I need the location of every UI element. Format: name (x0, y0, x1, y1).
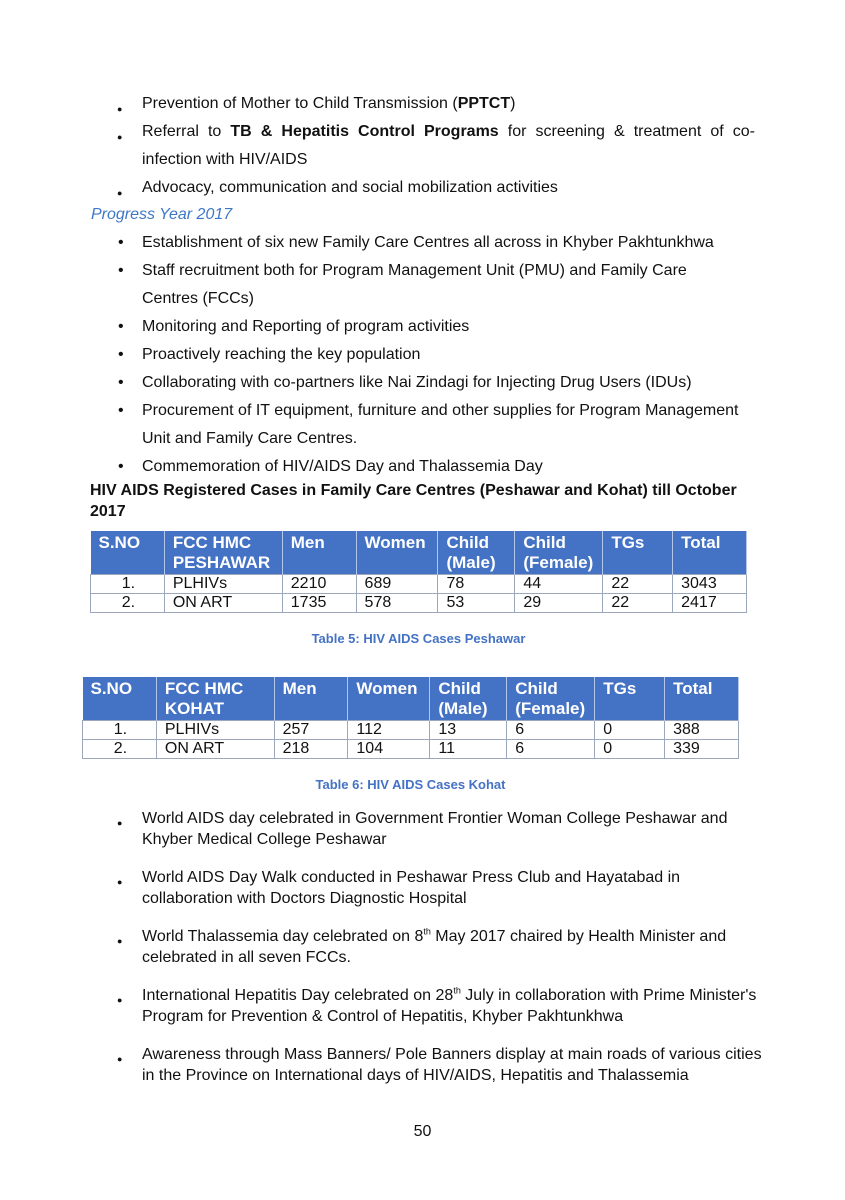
table-cell: 22 (603, 593, 673, 612)
services-list (90, 90, 755, 202)
col-header: Women (356, 531, 438, 574)
table-cell: 112 (348, 720, 430, 739)
col-header: S.NO (83, 677, 157, 720)
col-header: Child (Male) (438, 531, 515, 574)
table-cell: PLHIVs (156, 720, 274, 739)
table-cell: 104 (348, 739, 430, 758)
kohat-table (82, 677, 739, 759)
table-cell: 218 (274, 739, 348, 758)
table-cell: 53 (438, 593, 515, 612)
table-cell: 22 (603, 574, 673, 593)
table-row (83, 720, 739, 739)
table-cell: 11 (430, 739, 507, 758)
table-cell: PLHIVs (164, 574, 282, 593)
table-cell: 0 (595, 739, 665, 758)
peshawar-table (90, 531, 747, 613)
table-cell: 3043 (673, 574, 747, 593)
table-cell: 1735 (282, 593, 356, 612)
list-item: • Establishment of six new Family Care Centres all across in Khyber Pakhtunkhwa (90, 229, 755, 257)
col-header: Total (673, 531, 747, 574)
table-cell: 257 (274, 720, 348, 739)
list-item: • Staff recruitment both for Program Management Unit (PMU) and Family Care Centres (FCCs) (90, 257, 755, 313)
table-cell: 339 (665, 739, 739, 758)
page-number: 50 (413, 1123, 432, 1140)
table-cell: 44 (515, 574, 603, 593)
list-item: ● Awareness through Mass Banners/ Pole Banners display at main roads of various cities in the Province on International days of HIV/AIDS, Hepatitis and Thalassemia (90, 1044, 770, 1086)
list-item: ● Advocacy, communication and social mobilization activities (90, 174, 755, 202)
list-item: ● World Thalassemia day celebrated on 8th May 2017 chaired by Health Minister and celebrated in all seven FCCs. (90, 926, 770, 968)
table-cell: 6 (507, 739, 595, 758)
list-item: ● Prevention of Mother to Child Transmission (PPTCT) (90, 90, 755, 118)
table-header-row (83, 677, 739, 720)
table-cell: 2210 (282, 574, 356, 593)
col-header: Child (Male) (430, 677, 507, 720)
table-cell: 0 (595, 720, 665, 739)
col-header: S.NO (91, 531, 165, 574)
table-row (83, 739, 739, 758)
progress-list (90, 229, 755, 481)
list-item: • Collaborating with co-partners like Nai Zindagi for Injecting Drug Users (IDUs) (90, 369, 755, 397)
table-cell: 1. (83, 720, 157, 739)
table-cell: 689 (356, 574, 438, 593)
table-cell: 13 (430, 720, 507, 739)
table-row (91, 574, 747, 593)
list-item: • Proactively reaching the key population (90, 341, 755, 369)
list-item: • Procurement of IT equipment, furniture and other supplies for Program Management Unit and Family Care Centres. (90, 397, 755, 453)
col-header: FCC HMC KOHAT (156, 677, 274, 720)
list-item: • Monitoring and Reporting of program activities (90, 313, 755, 341)
table-caption: Table 5: HIV AIDS Cases Peshawar (311, 631, 526, 646)
table-cell: 78 (438, 574, 515, 593)
col-header: Men (274, 677, 348, 720)
table-header-row (91, 531, 747, 574)
events-list (90, 808, 770, 1103)
list-item: ● World AIDS day celebrated in Government Frontier Woman College Peshawar and Khyber Medical College Peshawar (90, 808, 770, 850)
list-item: ● World AIDS Day Walk conducted in Peshawar Press Club and Hayatabad in collaboration with Doctors Diagnostic Hospital (90, 867, 770, 909)
col-header: Child (Female) (507, 677, 595, 720)
col-header: TGs (595, 677, 665, 720)
table-cell: 29 (515, 593, 603, 612)
table-cell: 6 (507, 720, 595, 739)
table-cell: 1. (91, 574, 165, 593)
col-header: TGs (603, 531, 673, 574)
progress-heading: Progress Year 2017 (91, 206, 233, 223)
list-item: • Commemoration of HIV/AIDS Day and Thalassemia Day (90, 453, 755, 481)
table-cell: 2417 (673, 593, 747, 612)
table-cell: 578 (356, 593, 438, 612)
table-cell: 2. (83, 739, 157, 758)
table-cell: ON ART (156, 739, 274, 758)
table-cell: 388 (665, 720, 739, 739)
col-header: Child (Female) (515, 531, 603, 574)
col-header: Men (282, 531, 356, 574)
col-header: FCC HMC PESHAWAR (164, 531, 282, 574)
list-item: ● Referral to TB & Hepatitis Control Programs for screening & treatment of co-infection with HIV/AIDS (90, 118, 755, 174)
table-row (91, 593, 747, 612)
list-item: ● International Hepatitis Day celebrated on 28th July in collaboration with Prime Minister's Program for Prevention & Control of Hepatitis, Khyber Pakhtunkhwa (90, 985, 770, 1027)
table-heading: HIV AIDS Registered Cases in Family Care Centres (Peshawar and Kohat) till October 2017 (90, 482, 737, 520)
col-header: Total (665, 677, 739, 720)
table-caption: Table 6: HIV AIDS Cases Kohat (315, 777, 506, 792)
col-header: Women (348, 677, 430, 720)
table-cell: 2. (91, 593, 165, 612)
table-cell: ON ART (164, 593, 282, 612)
